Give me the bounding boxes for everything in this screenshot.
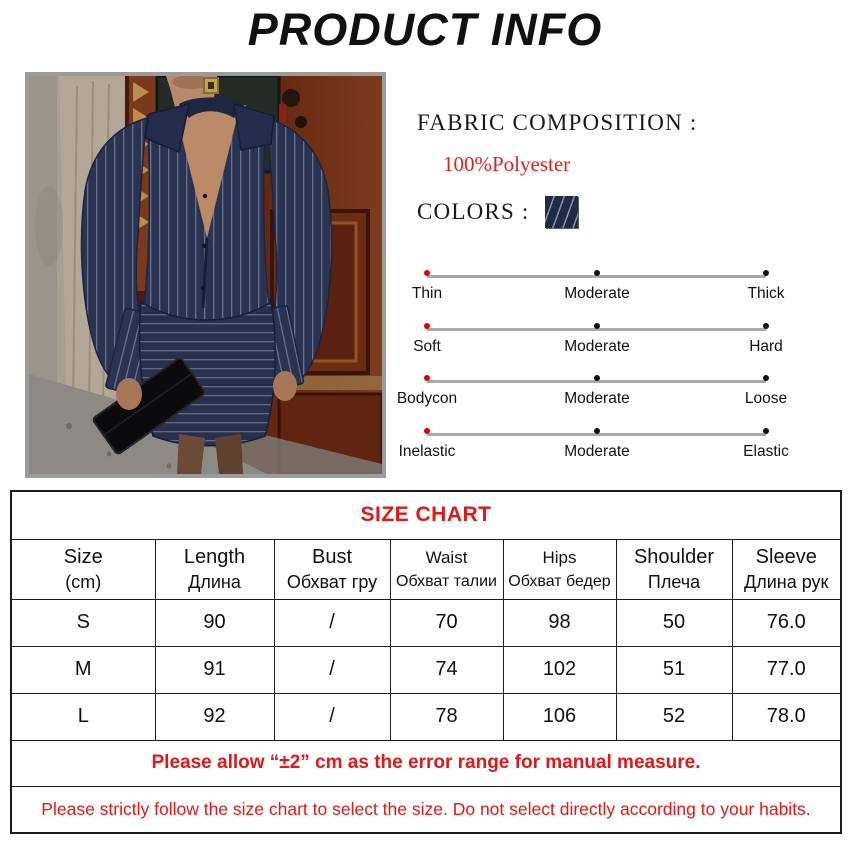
- cell: 92: [155, 693, 274, 740]
- cell: 102: [503, 646, 616, 693]
- scale-label-right: Elastic: [743, 442, 789, 460]
- scale-dot-selected: [424, 323, 430, 329]
- col-length-en: Length: [183, 546, 246, 568]
- cell: 77.0: [732, 646, 841, 693]
- col-hips: [503, 539, 616, 599]
- col-shoulder: [616, 539, 732, 599]
- scale-label-left: Soft: [413, 337, 441, 355]
- col-sleeve-en: Sleeve: [755, 546, 817, 568]
- scale-label-right: Hard: [749, 337, 783, 355]
- cell: /: [274, 646, 390, 693]
- col-shoulder-ru: Плеча: [647, 572, 701, 592]
- scale-fit: [396, 370, 788, 423]
- cell: 78: [390, 693, 503, 740]
- col-size-ru: (cm): [65, 572, 102, 592]
- table-row-s: [11, 599, 841, 646]
- fabric-composition-label: FABRIC COMPOSITION :: [417, 110, 698, 135]
- scale-label-middle: Moderate: [564, 285, 630, 302]
- col-hips-en: Hips: [542, 548, 577, 567]
- col-size: [11, 539, 155, 599]
- col-bust-ru: Обхват гру: [286, 572, 378, 592]
- cell: 70: [390, 599, 503, 646]
- cell: 50: [616, 599, 732, 646]
- col-sleeve-ru: Длина рук: [744, 572, 829, 592]
- size-chart-header-row: [11, 539, 841, 599]
- size-chart-title-row: [11, 491, 841, 539]
- attribute-scales: [396, 265, 789, 475]
- size-chart-table: [10, 490, 842, 834]
- cell: 106: [503, 693, 616, 740]
- cell: 98: [503, 599, 616, 646]
- scale-dot: [763, 428, 769, 434]
- cell: M: [11, 646, 155, 693]
- col-length: [155, 539, 274, 599]
- scale-dot: [594, 375, 600, 381]
- measure-note-row: [11, 740, 841, 786]
- col-length-ru: Длина: [188, 572, 241, 592]
- scale-thickness: [410, 265, 785, 318]
- table-row-m: [11, 646, 841, 693]
- cell: /: [274, 599, 390, 646]
- scale-label-left: Thin: [411, 285, 443, 302]
- scale-label-right: Thick: [747, 285, 785, 302]
- col-waist-en: Waist: [425, 548, 468, 567]
- measure-note: Please allow “±2” cm as the error range for manual measure.: [11, 740, 841, 786]
- scale-elasticity: [398, 423, 789, 476]
- product-photo-illustration: [29, 76, 382, 474]
- scale-label-left: Bodycon: [396, 390, 458, 407]
- cell: /: [274, 693, 390, 740]
- cell: 51: [616, 646, 732, 693]
- scale-dot: [763, 375, 769, 381]
- size-advice-note: Please strictly follow the size chart to select the size. Do not select directly according to your habits.: [11, 786, 841, 833]
- product-photo: [25, 72, 386, 478]
- scale-softness: [410, 318, 782, 371]
- col-bust-en: Bust: [311, 546, 353, 568]
- cell: S: [11, 599, 155, 646]
- cell: 76.0: [732, 599, 841, 646]
- scale-label-middle: Moderate: [564, 337, 630, 355]
- cell: 78.0: [732, 693, 841, 740]
- cell: 91: [155, 646, 274, 693]
- scale-dot-selected: [424, 375, 430, 381]
- col-sleeve: [732, 539, 841, 599]
- page-title: PRODUCT INFO: [247, 4, 603, 55]
- scale-dot: [763, 323, 769, 329]
- col-waist: [390, 539, 503, 599]
- scale-dot: [594, 270, 600, 276]
- scale-dot: [594, 323, 600, 329]
- scale-label-right: Loose: [744, 390, 788, 407]
- scale-dot: [594, 428, 600, 434]
- scale-label-middle: Moderate: [564, 390, 630, 407]
- col-hips-ru: Обхват бедер: [508, 573, 611, 590]
- scale-dot-selected: [424, 270, 430, 276]
- col-shoulder-en: Shoulder: [633, 546, 715, 568]
- size-advice-row: [11, 786, 841, 833]
- col-bust: [274, 539, 390, 599]
- fabric-composition-value: 100%Polyester: [443, 152, 571, 176]
- scale-dot-selected: [424, 428, 430, 434]
- table-row-l: [11, 693, 841, 740]
- cell: 90: [155, 599, 274, 646]
- scale-dot: [763, 270, 769, 276]
- scale-label-left: Inelastic: [398, 442, 456, 460]
- colors-label: COLORS :: [417, 199, 530, 224]
- cell: 52: [616, 693, 732, 740]
- col-waist-ru: Обхват талии: [396, 573, 497, 590]
- cell: L: [11, 693, 155, 740]
- col-size-en: Size: [63, 546, 103, 568]
- scale-label-middle: Moderate: [564, 442, 630, 460]
- cell: 74: [390, 646, 503, 693]
- fabric-color-swatch: [545, 196, 578, 228]
- colors-row: [417, 196, 578, 228]
- size-chart-title: SIZE CHART: [11, 491, 841, 539]
